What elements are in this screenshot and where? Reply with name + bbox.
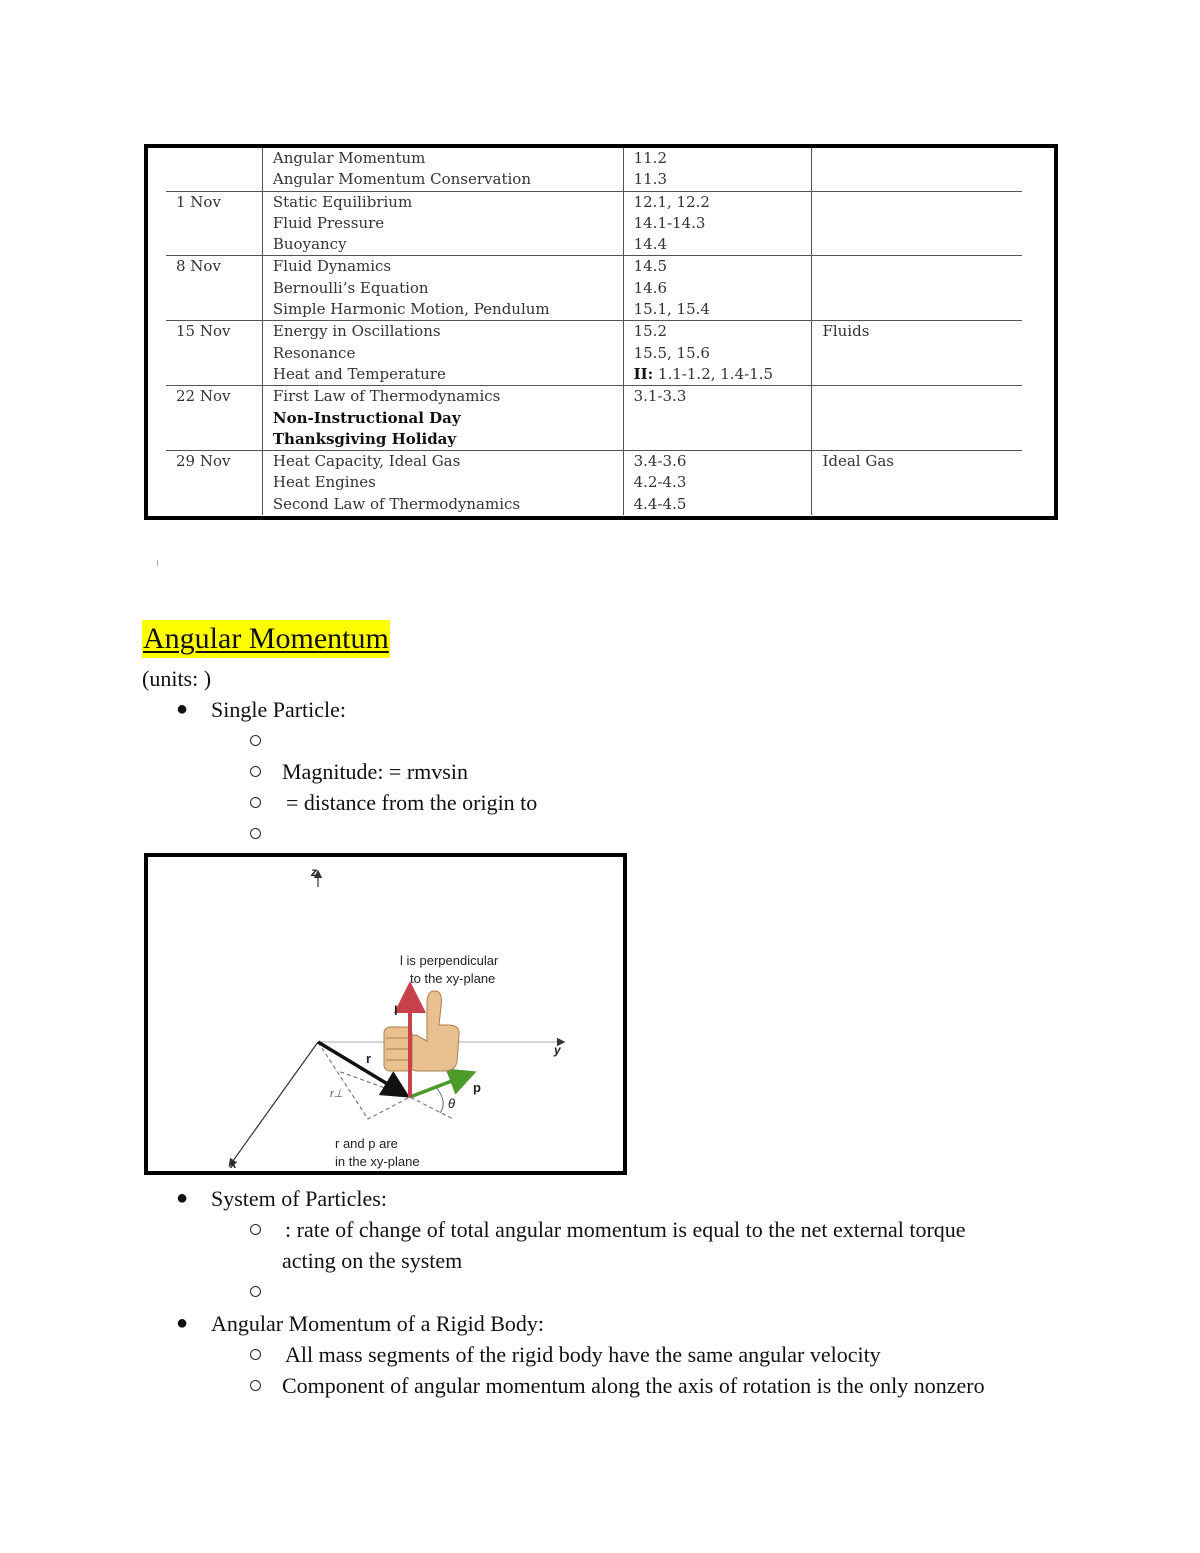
distance-line: = distance from the origin to	[286, 790, 538, 815]
sub-bullet-icon	[250, 828, 261, 839]
schedule-exam-cell	[812, 191, 1022, 256]
schedule-topic: Energy in Oscillations	[272, 322, 441, 341]
schedule-topic: Heat Capacity, Ideal Gas	[272, 452, 461, 471]
schedule-row	[166, 256, 1022, 321]
bullet-icon: ●	[176, 698, 189, 720]
schedule-section: 14.1-14.3	[633, 213, 706, 232]
y-axis-label: y	[554, 1043, 561, 1057]
stray-mark	[157, 560, 158, 566]
rigid-body-label: Angular Momentum of a Rigid Body:	[211, 1311, 545, 1336]
schedule-row	[166, 191, 1022, 256]
schedule-topics-cell	[262, 321, 623, 386]
schedule-topic: Fluid Dynamics	[272, 257, 392, 276]
schedule-topic: Non-Instructional Day	[272, 408, 461, 427]
magnitude-line: Magnitude: = rmvsin	[282, 759, 468, 784]
section-heading: Angular Momentum	[142, 620, 390, 658]
schedule-section: 4.4-4.5	[633, 494, 687, 513]
schedule-exam-cell	[812, 148, 1022, 191]
sub-bullet-icon	[250, 766, 261, 777]
schedule-table-frame	[144, 144, 1058, 520]
schedule-date: 15 Nov	[176, 322, 231, 341]
schedule-section: 3.4-3.6	[633, 452, 687, 471]
sub-bullet-icon	[250, 1224, 261, 1235]
sub-bullet-icon	[250, 797, 261, 808]
section-range: 1.1-1.2, 1.4-1.5	[657, 364, 774, 383]
schedule-section: 14.4	[633, 235, 667, 254]
schedule-topics-cell	[262, 451, 623, 515]
vector-diagram	[148, 857, 623, 1171]
schedule-date	[176, 148, 262, 169]
bottom-caption-line-1: r and p are	[335, 1136, 398, 1151]
schedule-row	[166, 386, 1022, 451]
schedule-topic: Resonance	[272, 343, 356, 362]
sub-bullet-icon	[250, 1380, 261, 1391]
rate-line-1: : rate of change of total angular momentum is equal to the net external torque	[285, 1217, 966, 1242]
schedule-exam	[822, 192, 1022, 213]
schedule-exam-cell	[812, 256, 1022, 321]
x-axis	[230, 1042, 318, 1165]
system-of-particles-label: System of Particles:	[211, 1186, 387, 1211]
bullet-icon: ●	[176, 1187, 189, 1209]
schedule-date-cell	[166, 321, 262, 386]
schedule-section: 15.5, 15.6	[633, 343, 710, 362]
schedule-sections-cell	[623, 256, 812, 321]
schedule-exam	[822, 148, 1022, 169]
schedule-topic: Angular Momentum Conservation	[272, 170, 531, 189]
schedule-topic: Static Equilibrium	[272, 192, 413, 211]
schedule-section	[634, 364, 812, 385]
angular-momentum-figure	[144, 853, 627, 1175]
schedule-date-cell	[166, 148, 262, 191]
schedule-section: 3.1-3.3	[633, 387, 687, 406]
same-velocity-line: All mass segments of the rigid body have the same angular velocity	[285, 1342, 881, 1367]
schedule-exam: Fluids	[822, 322, 870, 341]
schedule-topic: Simple Harmonic Motion, Pendulum	[272, 300, 550, 319]
schedule-topics-cell	[262, 256, 623, 321]
component-line: Component of angular momentum along the axis of rotation is the only nonzero	[282, 1373, 985, 1398]
schedule-date: 1 Nov	[176, 192, 221, 211]
schedule-topics-cell	[262, 386, 623, 451]
p-vector-label: p	[473, 1080, 481, 1095]
schedule-section: 4.2-4.3	[633, 473, 687, 492]
z-axis-label: z	[311, 865, 317, 879]
schedule-topic: Heat Engines	[272, 473, 376, 492]
schedule-section	[634, 408, 812, 429]
schedule-sections-cell	[623, 451, 812, 515]
r-vector-label: r	[366, 1051, 372, 1066]
schedule-section: 14.6	[633, 278, 667, 297]
schedule-topic: Bernoulli’s Equation	[272, 278, 429, 297]
schedule-sections-cell	[623, 386, 812, 451]
sub-bullet-icon	[250, 1349, 261, 1360]
schedule-date: 22 Nov	[176, 387, 231, 406]
schedule-topics-cell	[262, 148, 623, 191]
section-prefix: II:	[633, 364, 654, 383]
sub-bullet-icon	[250, 735, 261, 746]
schedule-date-cell	[166, 451, 262, 515]
schedule-exam	[822, 386, 1022, 407]
bottom-caption-line-2: in the xy-plane	[335, 1154, 420, 1169]
schedule-topic: Heat and Temperature	[272, 364, 446, 383]
schedule-section	[634, 429, 812, 450]
theta-arc	[436, 1087, 443, 1113]
single-particle-label: Single Particle:	[211, 697, 347, 722]
schedule-date: 8 Nov	[176, 257, 221, 276]
schedule-section: 12.1, 12.2	[633, 192, 710, 211]
schedule-topics-cell	[262, 191, 623, 256]
schedule-section: 11.2	[633, 149, 667, 167]
schedule-table	[166, 148, 1022, 515]
r-perp-label: r⊥	[330, 1088, 344, 1100]
schedule-row	[166, 321, 1022, 386]
bullet-icon: ●	[176, 1312, 189, 1334]
schedule-topic: Thanksgiving Holiday	[272, 429, 457, 448]
schedule-section: 15.1, 15.4	[633, 300, 710, 319]
schedule-date-cell	[166, 386, 262, 451]
schedule-row	[166, 148, 1022, 191]
schedule-section: 14.5	[633, 257, 667, 276]
l-vector-label: l	[394, 1003, 398, 1018]
schedule-date-cell	[166, 256, 262, 321]
schedule-topic: Angular Momentum	[272, 149, 426, 167]
schedule-topic: Second Law of Thermodynamics	[272, 494, 521, 513]
schedule-topic: Fluid Pressure	[272, 213, 385, 232]
schedule-topic: Buoyancy	[272, 235, 347, 254]
units-line: (units: )	[142, 666, 212, 691]
schedule-date: 29 Nov	[176, 452, 231, 471]
schedule-exam-cell	[812, 386, 1022, 451]
schedule-exam	[822, 256, 1022, 277]
schedule-topic: First Law of Thermodynamics	[272, 387, 501, 406]
schedule-section: 15.2	[633, 322, 667, 341]
sub-bullet-icon	[250, 1286, 261, 1297]
schedule-row	[166, 451, 1022, 515]
schedule-exam-cell	[812, 321, 1022, 386]
schedule-sections-cell	[623, 321, 812, 386]
top-caption-line-1: l is perpendicular	[400, 953, 499, 968]
top-caption-line-2: to the xy-plane	[410, 971, 496, 986]
schedule-sections-cell	[623, 148, 812, 191]
schedule-section: 11.3	[633, 170, 667, 189]
schedule-exam-cell	[812, 451, 1022, 515]
schedule-date-cell	[166, 191, 262, 256]
theta-label: θ	[448, 1096, 456, 1111]
schedule-sections-cell	[623, 191, 812, 256]
schedule-exam: Ideal Gas	[822, 452, 894, 471]
rate-line-2: acting on the system	[282, 1248, 463, 1273]
x-axis-label: x	[230, 1157, 237, 1171]
